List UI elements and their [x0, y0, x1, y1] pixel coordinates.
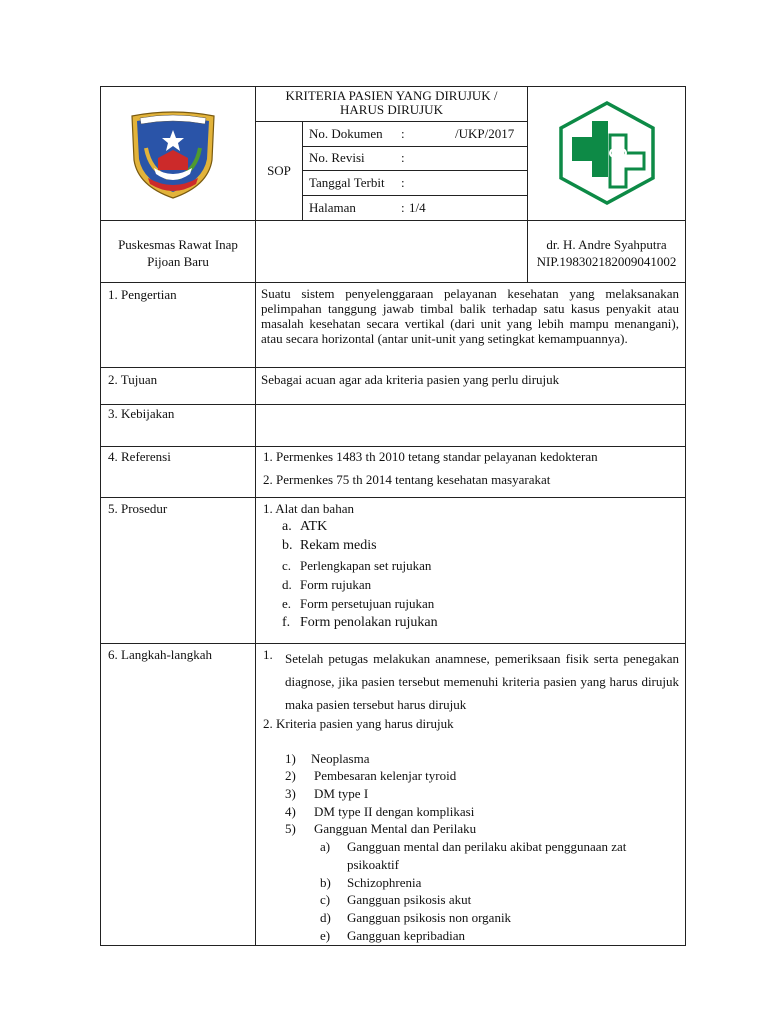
prosedur-item-mark: f. [282, 615, 291, 630]
prosedur-item-mark: b. [282, 538, 293, 553]
meta-label-dokumen: No. Dokumen [309, 126, 383, 141]
criteria-number: 2) [285, 768, 296, 783]
document-title-line-1: KRITERIA PASIEN YANG DIRUJUK / [285, 88, 498, 103]
langkah-step-2: 2. Kriteria pasien yang harus dirujuk [263, 716, 454, 731]
criteria-number: 1) [285, 751, 296, 766]
prosedur-item-mark: c. [282, 558, 292, 573]
table-rule-kebijakan-bottom [100, 446, 686, 447]
head-name: dr. H. Andre Syahputra [546, 237, 667, 252]
sub-criteria-mark: e) [320, 928, 331, 943]
section-label-prosedur: 5. Prosedur [108, 501, 168, 516]
table-border-bottom [100, 945, 686, 946]
criteria-text: DM type I [314, 786, 369, 801]
prosedur-heading: 1. Alat dan bahan [263, 501, 354, 516]
prosedur-item-text: Form penolakan rujukan [300, 615, 438, 630]
prosedur-item-text: ATK [300, 519, 328, 534]
head-nip: NIP.19830218200904100​2 [536, 254, 677, 269]
criteria-number: 4) [285, 804, 296, 819]
prosedur-item-text: Perlengkapan set rujukan [300, 558, 432, 573]
meta-value-halaman: 1/4 [409, 200, 426, 215]
langkah-step-1-text: Setelah petugas melakukan anamnese, pemeriksaan fisik serta penegakan diagnose, jika pasien tersebut memenuhi kriteria pasien yang harus dirujuk maka pasien tersebut harus dirujuk [285, 651, 679, 712]
section-label-referensi: 4. Referensi [108, 449, 171, 464]
table-rule-header-bottom [100, 220, 686, 221]
prosedur-item-text: Form persetujuan rujukan [300, 596, 435, 611]
table-border-top [100, 86, 686, 87]
meta-sep-halaman: : [401, 200, 405, 215]
meta-label-tanggal: Tanggal Terbit [309, 175, 385, 190]
table-rule-tujuan-bottom [100, 404, 686, 405]
meta-label-revisi: No. Revisi [309, 150, 365, 165]
referensi-item: 2. Permenkes 75 th 2014 tentang kesehatan masyarakat [263, 472, 551, 487]
sub-criteria-text: Gangguan kepribadian [347, 928, 466, 943]
referensi-item: 1. Permenkes 1483 th 2010 tetang standar pelayanan kedokteran [263, 449, 598, 464]
sub-criteria-text: Gangguan psikosis non organik [347, 910, 512, 925]
sub-criteria-mark: d) [320, 910, 331, 925]
document-title-line-2: HARUS DIRUJUK [340, 102, 443, 117]
table-rule-prosedur-bottom [100, 643, 686, 644]
sub-criteria-text-cont: psikoaktif [347, 857, 399, 872]
section-label-tujuan: 2. Tujuan [108, 372, 158, 387]
org-name-line-1: Puskesmas Rawat Inap [118, 237, 238, 252]
prosedur-item-mark: e. [282, 596, 292, 611]
sub-criteria-mark: b) [320, 875, 331, 890]
org-name-line-2: Pijoan Baru [147, 254, 209, 269]
table-rule-referensi-bottom [100, 497, 686, 498]
table-rule-meta-3 [302, 195, 528, 196]
table-rule-title-bottom [256, 121, 528, 122]
meta-sep-dokumen: : [401, 126, 405, 141]
section-text-tujuan: Sebagai acuan agar ada kriteria pasien yang perlu dirujuk [261, 372, 560, 387]
section-text-pengertian: Suatu sistem penyelenggaraan pelayanan kesehatan yang melaksanakan pelimpahan tanggung jawab timbal balik terhadap satu kasus penyakit atau masalah kesehatan secara vertikal (dari unit yang lebih mampu menangani), atau secara horizontal (antar unit-unit yang setingkat kemampuannya). [261, 286, 679, 346]
section-label-pengertian: 1. Pengertian [108, 287, 177, 302]
criteria-number: 5) [285, 821, 296, 836]
table-rule-pengertian-bottom [100, 367, 686, 368]
sub-criteria-text: Gangguan mental dan perilaku akibat penggunaan zat [347, 839, 627, 854]
table-rule-sop-col [302, 121, 303, 220]
prosedur-item-text: Form rujukan [300, 577, 372, 592]
sub-criteria-text: Schizophrenia [347, 875, 422, 890]
criteria-number: 3) [285, 786, 296, 801]
criteria-text: Neoplasma [311, 751, 370, 766]
criteria-text: Gangguan Mental dan Perilaku [314, 821, 477, 836]
section-label-langkah: 6. Langkah-langkah [108, 647, 212, 662]
section-label-kebijakan: 3. Kebijakan [108, 406, 175, 421]
sop-label: SOP [267, 163, 291, 178]
regional-shield-logo [124, 108, 222, 200]
langkah-step-1-number: 1. [263, 647, 273, 662]
prosedur-item-mark: a. [282, 519, 292, 534]
meta-label-halaman: Halaman [309, 200, 356, 215]
table-rule-col-3 [527, 86, 528, 282]
meta-sep-revisi: : [401, 150, 405, 165]
sub-criteria-mark: c) [320, 892, 331, 907]
sub-criteria-mark: a) [320, 839, 331, 854]
table-rule-meta-2 [302, 170, 528, 171]
meta-sep-tanggal: : [401, 175, 405, 190]
prosedur-item-text: Rekam medis [300, 538, 377, 553]
sub-criteria-text: Gangguan psikosis akut [347, 892, 472, 907]
table-rule-col-1 [255, 86, 256, 946]
table-border-right [685, 86, 686, 946]
table-rule-org-bottom [100, 282, 686, 283]
criteria-text: Pembesaran kelenjar tyroid [314, 768, 457, 783]
table-border-left [100, 86, 101, 946]
table-rule-meta-1 [302, 146, 528, 147]
puskesmas-logo [556, 101, 658, 205]
criteria-text: DM type II dengan komplikasi [314, 804, 475, 819]
prosedur-item-mark: d. [282, 577, 292, 592]
meta-value-dokumen: /UKP/2017 [455, 126, 515, 141]
